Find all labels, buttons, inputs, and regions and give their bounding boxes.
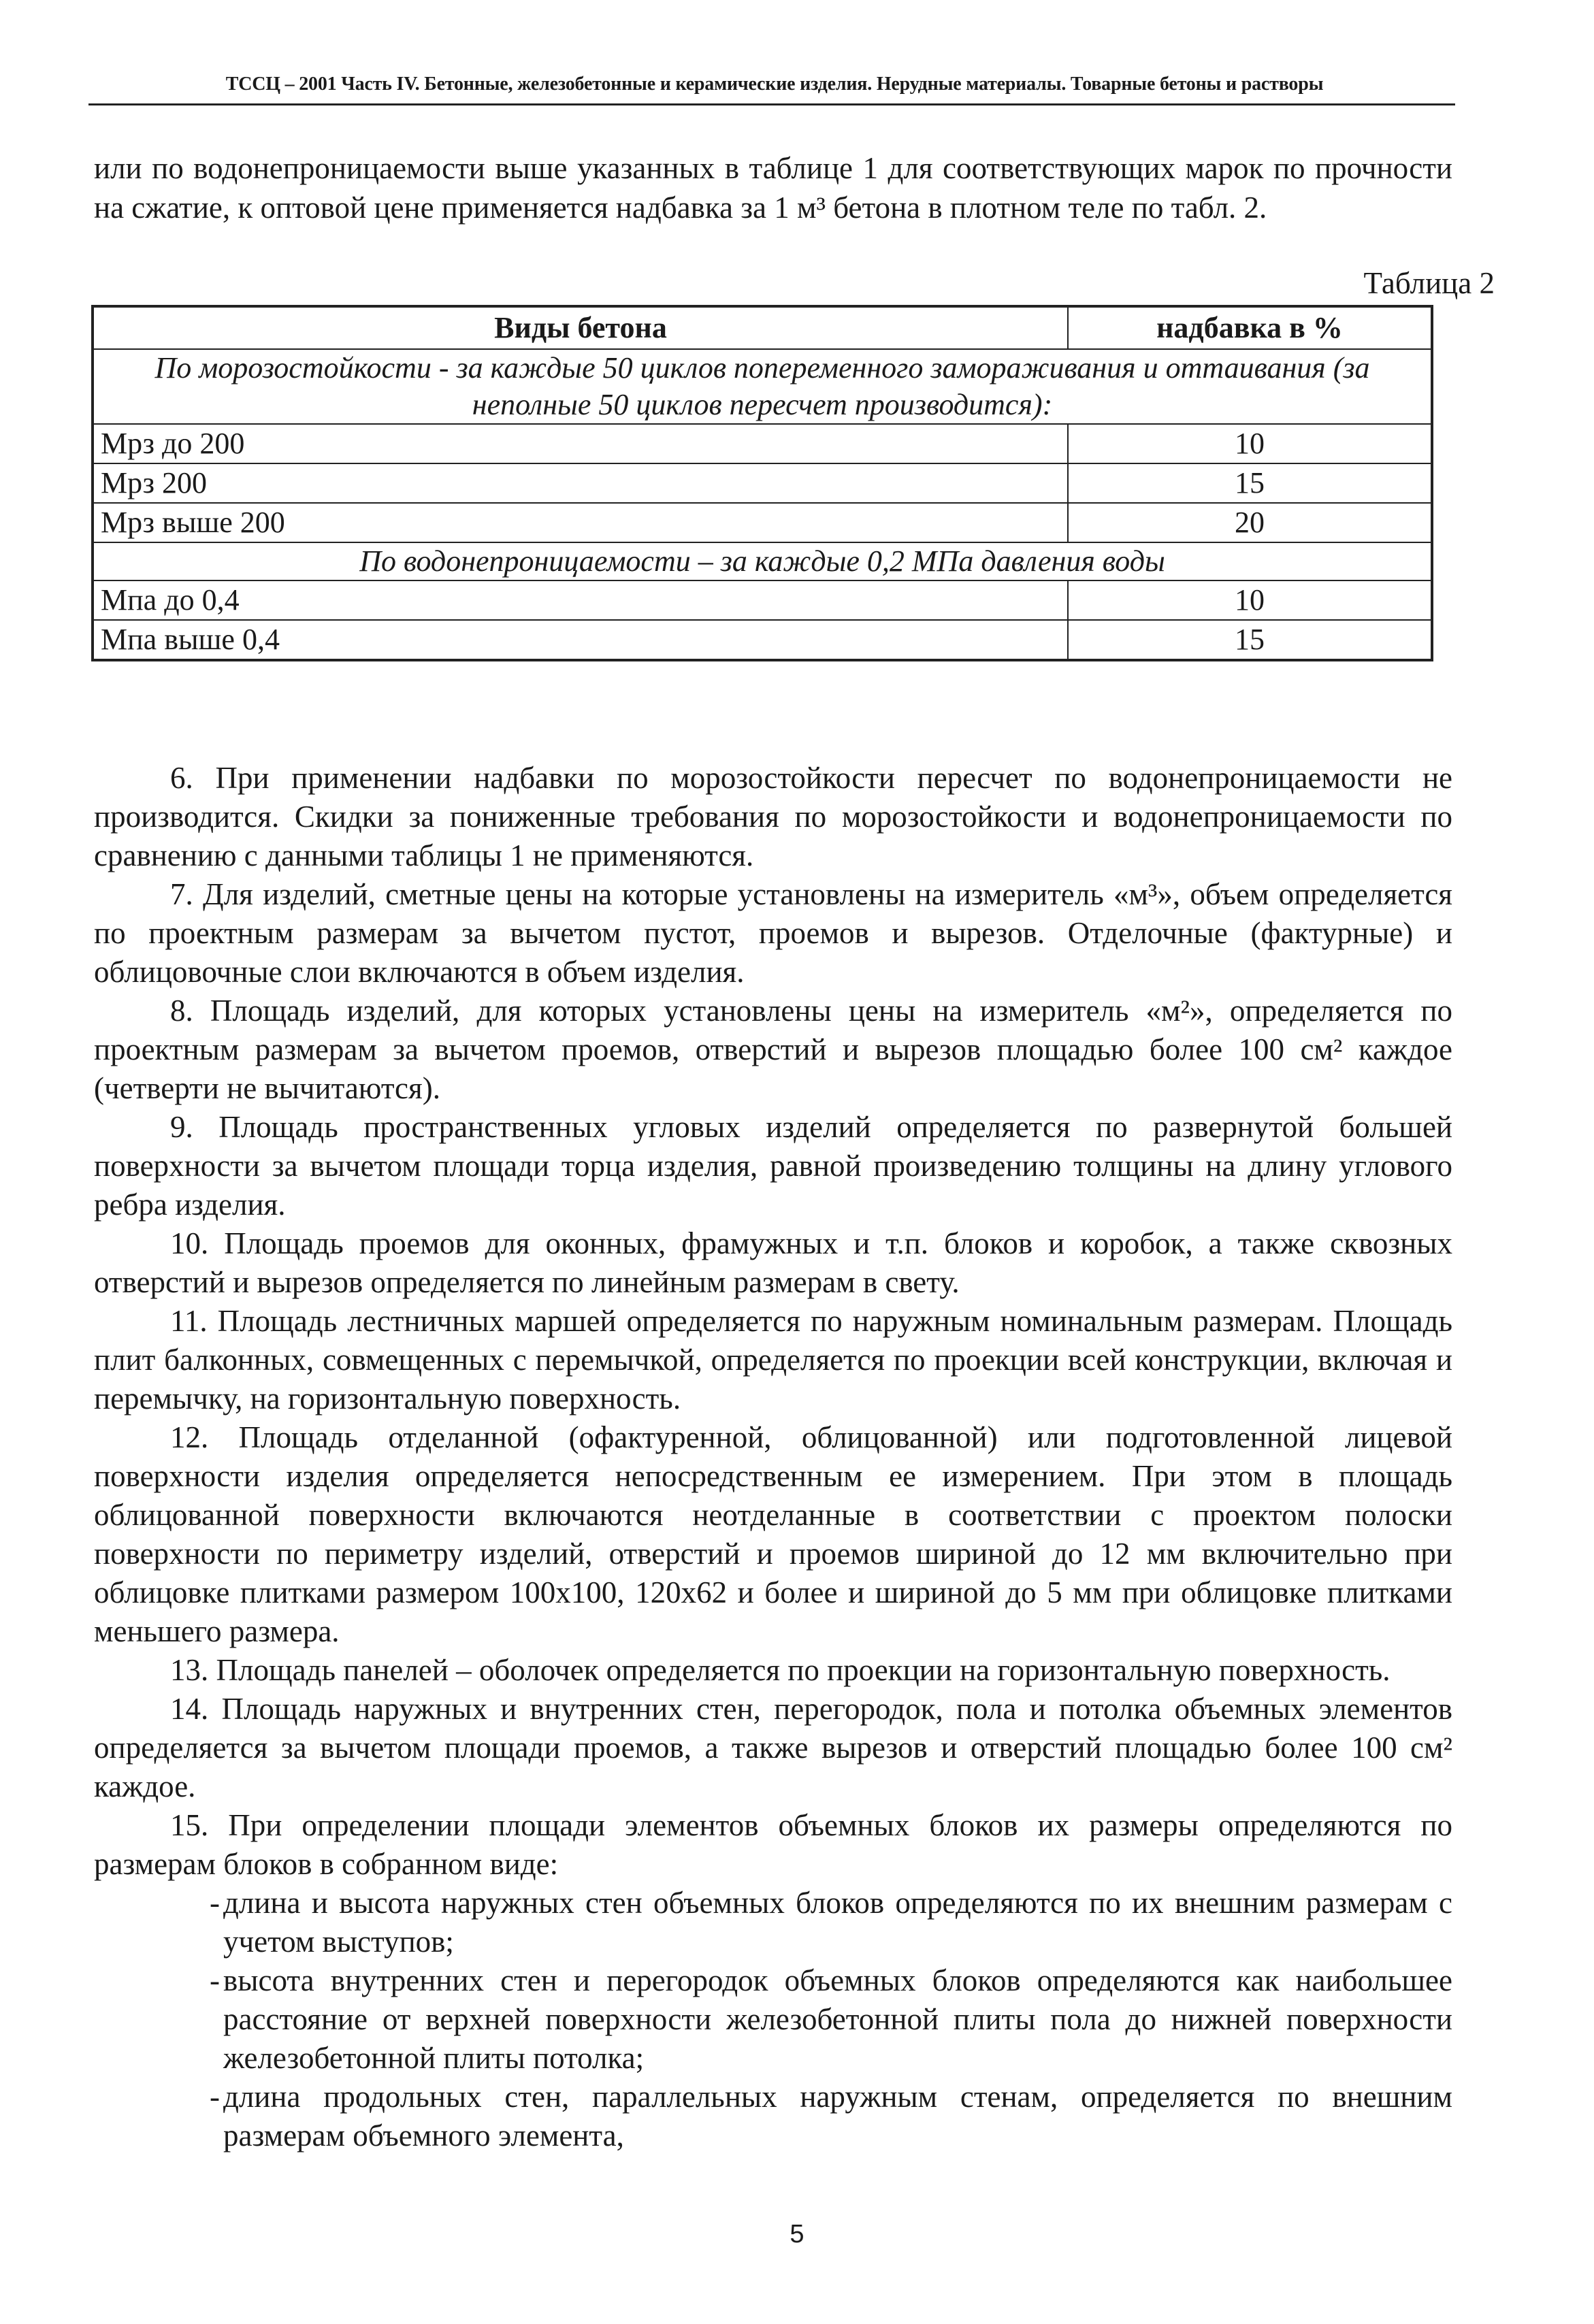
header-surcharge: надбавка в % [1068, 306, 1432, 349]
table-section-row [93, 542, 1432, 580]
intro-paragraph: или по водонепроницаемости выше указанных в таблице 1 для соответствующих марок по прочности на сжатие, к оптовой цене применяется надбавка за 1 м³ бетона в плотном теле по табл. 2. [94, 151, 1452, 225]
running-header: ТССЦ – 2001 Часть IV. Бетонные, железобетонные и керамические изделия. Нерудные материалы. Товарные бетоны и растворы [225, 73, 1324, 95]
row-value: 20 [1068, 503, 1432, 542]
row-value: 15 [1068, 620, 1432, 660]
list-item: - длина продольных стен, параллельных наружным стенам, определяется по внешним размерам объемного элемента, [94, 2078, 1452, 2155]
table-row [93, 580, 1432, 620]
table-row [93, 463, 1432, 503]
row-name: Мрз до 200 [93, 424, 1068, 463]
paragraph-13: 13. Площадь панелей – оболочек определяется по проекции на горизонтальную поверхность. [170, 1653, 1390, 1687]
paragraph-14: 14. Площадь наружных и внутренних стен, перегородок, пола и потолка объемных элементов определяется за вычетом площади проемов, а также вырезов и отверстий площадью более 100 см² каждое. [94, 1692, 1452, 1803]
row-name: Мпа до 0,4 [93, 580, 1068, 620]
row-name: Мрз выше 200 [93, 503, 1068, 542]
body-text [94, 759, 1452, 2155]
list-item: - высота внутренних стен и перегородок объемных блоков определяются как наибольшее расстояние от верхней поверхности железобетонной плиты пола до нижней поверхности железобетонной плиты потолка; [94, 1961, 1452, 2078]
bullet-list [94, 1884, 1452, 2155]
paragraph-6: 6. При применении надбавки по морозостойкости пересчет по водонепроницаемости не производится. Скидки за пониженные требования по морозостойкости и водонепроницаемости по сравнению с данными таблицы 1 не применяются. [94, 761, 1452, 872]
paragraph-12: 12. Площадь отделанной (офактуренной, облицованной) или подготовленной лицевой поверхности изделия определяется непосредственным ее измерением. При этом в площадь облицованной поверхности включаются неотделанные в соответствии с проектом полоски поверхности по периметру изделий, отверстий и проемов шириной до 12 мм включительно при облицовке плитками размером 100x100, 120x62 и более и шириной до 5 мм при облицовке плитками меньшего размера. [94, 1420, 1452, 1648]
table-row [93, 503, 1432, 542]
table-caption: Таблица 2 [1363, 266, 1495, 300]
section-water-resistance: По водонепроницаемости – за каждые 0,2 МПа давления воды [93, 542, 1432, 580]
row-value: 10 [1068, 424, 1432, 463]
table-row [93, 620, 1432, 660]
header-rule [88, 103, 1455, 105]
paragraph-10: 10. Площадь проемов для оконных, фрамужных и т.п. блоков и коробок, а также сквозных отверстий и вырезов определяется по линейным размерам в свету. [94, 1226, 1452, 1299]
paragraph-8: 8. Площадь изделий, для которых установлены цены на измеритель «м²», определяется по проектным размерам за вычетом проемов, отверстий и вырезов площадью более 100 см² каждое (четверти не вычитаются). [94, 994, 1452, 1105]
surcharge-table [91, 305, 1433, 661]
paragraph-9: 9. Площадь пространственных угловых изделий определяется по развернутой большей поверхности за вычетом площади торца изделия, равной произведению толщины на длину углового ребра изделия. [94, 1110, 1452, 1222]
section-frost-resistance: По морозостойкости - за каждые 50 циклов попеременного замораживания и оттаивания (за неполные 50 циклов пересчет производится): [93, 349, 1432, 424]
list-item: - длина и высота наружных стен объемных блоков определяются по их внешним размерам с учетом выступов; [94, 1884, 1452, 1961]
table-header-row [93, 306, 1432, 349]
row-value: 10 [1068, 580, 1432, 620]
row-name: Мрз 200 [93, 463, 1068, 503]
page-number: 5 [790, 2220, 804, 2248]
paragraph-11: 11. Площадь лестничных маршей определяется по наружным номинальным размерам. Площадь плит балконных, совмещенных с перемычкой, определяется по проекции всей конструкции, включая и перемычку, на горизонтальную поверхность. [94, 1304, 1452, 1415]
header-concrete-type: Виды бетона [93, 306, 1068, 349]
paragraph-7: 7. Для изделий, сметные цены на которые установлены на измеритель «м³», объем определяется по проектным размерам за вычетом пустот, проемов и вырезов. Отделочные (фактурные) и облицовочные слои включаются в объем изделия. [94, 877, 1452, 989]
row-value: 15 [1068, 463, 1432, 503]
row-name: Мпа выше 0,4 [93, 620, 1068, 660]
table-row [93, 424, 1432, 463]
paragraph-15: 15. При определении площади элементов объемных блоков их размеры определяются по размерам блоков в собранном виде: [94, 1808, 1452, 1881]
table-section-row [93, 349, 1432, 424]
